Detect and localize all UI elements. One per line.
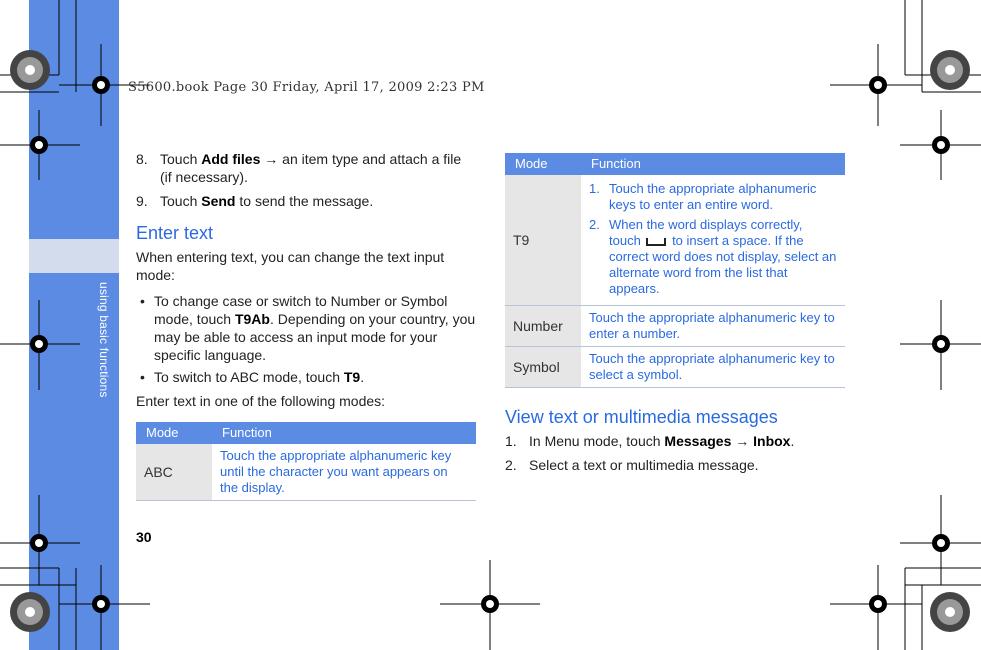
column-header-mode: Mode	[136, 422, 212, 444]
column-header-function: Function	[212, 422, 476, 444]
section-title-enter-text: Enter text	[136, 223, 214, 243]
bullet-change-case: • To change case or switch to Number or Symbol mode, touch T9Ab. Depending on your country, you may be able to access an input mode for your specific language.	[140, 293, 476, 363]
mode-number: Number	[505, 306, 581, 347]
step-8: 8. Touch Add files → an item type and attach a file (if necessary).	[136, 151, 462, 185]
bullet-abc-mode: • To switch to ABC mode, touch T9.	[140, 369, 365, 385]
table-row	[505, 306, 845, 347]
mode-symbol: Symbol	[505, 347, 581, 388]
step-2: 2. Select a text or multimedia message.	[505, 457, 759, 473]
left-column	[136, 150, 476, 501]
table-row	[136, 444, 476, 501]
function-t9: 1. Touch the appropriate alphanumeric keys to enter an entire word. 2. When the word displays correctly, touch to insert a space. If the correct word does not display, select an alternate word from the list that appears.	[581, 175, 845, 306]
function-symbol: Touch the appropriate alphanumeric key to select a symbol.	[581, 347, 845, 388]
page-number: 30	[136, 529, 152, 545]
step-1: 1. In Menu mode, touch Messages → Inbox.	[505, 433, 795, 449]
function-number: Touch the appropriate alphanumeric key to enter a number.	[581, 306, 845, 347]
modes-intro: Enter text in one of the following modes:	[136, 393, 386, 409]
function-abc: Touch the appropriate alphanumeric key until the character you want appears on the display.	[212, 444, 476, 501]
space-key-icon	[646, 238, 666, 246]
sidebar-section-label: using basic functions	[97, 282, 111, 398]
add-files-label: Add files	[201, 151, 261, 167]
mode-abc: ABC	[136, 444, 212, 501]
header-stamp: S5600.book Page 30 Friday, April 17, 2009 2:23 PM	[128, 80, 485, 95]
table-row	[505, 347, 845, 388]
table-row	[505, 175, 845, 306]
column-header-function: Function	[581, 153, 845, 175]
section-title-view-messages: View text or multimedia messages	[505, 407, 778, 427]
send-label: Send	[201, 193, 236, 209]
right-column	[505, 153, 845, 480]
column-header-mode: Mode	[505, 153, 581, 175]
modes-table-abc	[136, 422, 476, 501]
modes-table-continued	[505, 153, 845, 388]
intro-text: When entering text, you can change the text input mode:	[136, 249, 445, 283]
step-9: 9. Touch Send to send the message.	[136, 193, 374, 209]
mode-t9: T9	[505, 175, 581, 306]
